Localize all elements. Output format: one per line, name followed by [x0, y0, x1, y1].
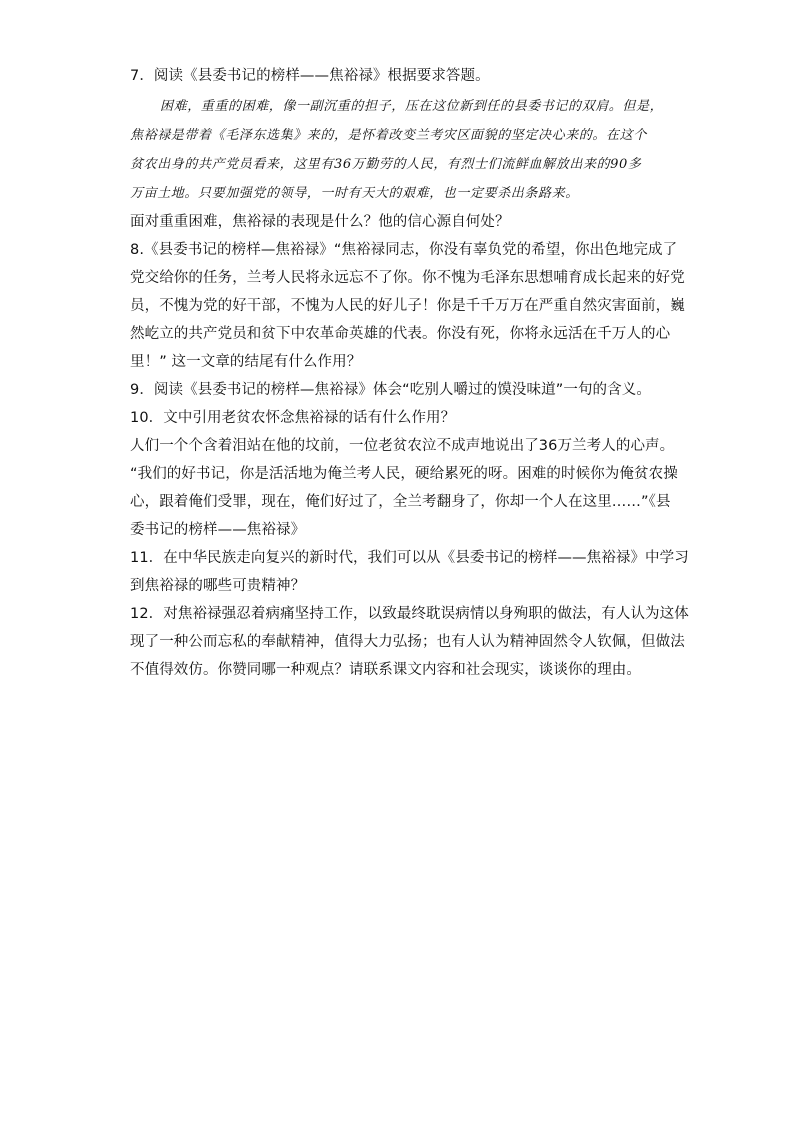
question-7-passage: [130, 92, 670, 208]
question-7-title: 7．阅读《县委书记的榜样——焦裕禄》根据要求答题。: [130, 68, 490, 84]
question-7-prompt: 面对重重困难，焦裕禄的表现是什么？他的信心源自何处？: [130, 214, 510, 230]
question-12-line: 现了一种公而忘私的奉献精神，值得大力弘扬；也有人认为精神固然令人钦佩，但做法: [130, 634, 685, 650]
question-9-line: 9．阅读《县委书记的榜样—焦裕禄》体会“吃别人嚼过的馍没味道”一句的含义。: [130, 382, 651, 398]
passage-line: 万亩土地。只要加强党的领导，一时有天大的艰难，也一定要杀出条路来。: [130, 186, 579, 201]
question-9: [130, 376, 670, 404]
document-page: [130, 62, 689, 684]
passage-line: 困难，重重的困难，像一副沉重的担子，压在这位新到任的县委书记的双肩。但是，: [160, 99, 664, 114]
question-11: [130, 544, 689, 600]
question-10-line: 委书记的榜样——焦裕禄》: [130, 522, 306, 538]
question-8-line: 里！” 这一文章的结尾有什么作用？: [130, 354, 362, 370]
question-10: [130, 404, 678, 544]
question-8: [130, 236, 685, 376]
passage-line: 焦裕禄是带着《毛泽东选集》来的，是怀着改变兰考灾区面貌的坚定决心来的。在这个: [130, 128, 647, 143]
question-8-line: 然屹立的共产党员和贫下中农革命英雄的代表。你没有死，你将永远活在千万人的心: [130, 326, 671, 342]
question-10-line: 心，跟着俺们受罪，现在，俺们好过了，全兰考翻身了，你却一个人在这里……”《县: [130, 494, 671, 510]
question-10-line: “我们的好书记，你是活活地为俺兰考人民，硬给累死的呀。困难的时候你为俺贫农操: [130, 466, 678, 482]
question-10-line: 10．文中引用老贫农怀念焦裕禄的话有什么作用？: [130, 410, 456, 426]
question-10-line: 人们一个个含着泪站在他的坟前，一位老贫农泣不成声地说出了36万兰考人的心声。: [130, 438, 675, 454]
question-7: [130, 62, 670, 236]
question-12-line: 不值得效仿。你赞同哪一种观点？请联系课文内容和社会现实，谈谈你的理由。: [130, 662, 641, 678]
question-8-line: 8.《县委书记的榜样—焦裕禄》“焦裕禄同志，你没有辜负党的希望，你出色地完成了: [130, 242, 678, 258]
passage-line: 贫农出身的共产党员看来，这里有36万勤劳的人民，有烈士们流鲜血解放出来的90多: [130, 157, 642, 172]
question-11-line: 11．在中华民族走向复兴的新时代，我们可以从《县委书记的榜样——焦裕禄》中学习: [130, 550, 689, 566]
question-12-line: 12．对焦裕禄强忍着病痛坚持工作，以致最终耽误病情以身殉职的做法，有人认为这体: [130, 606, 689, 622]
question-8-line: 员，不愧为党的好干部，不愧为人民的好儿子！你是千千万万在严重自然灾害面前，巍: [130, 298, 685, 314]
question-8-line: 党交给你的任务，兰考人民将永远忘不了你。你不愧为毛泽东思想哺育成长起来的好党: [130, 270, 685, 286]
question-12: [130, 600, 689, 684]
question-11-line: 到焦裕禄的哪些可贵精神？: [130, 578, 306, 594]
